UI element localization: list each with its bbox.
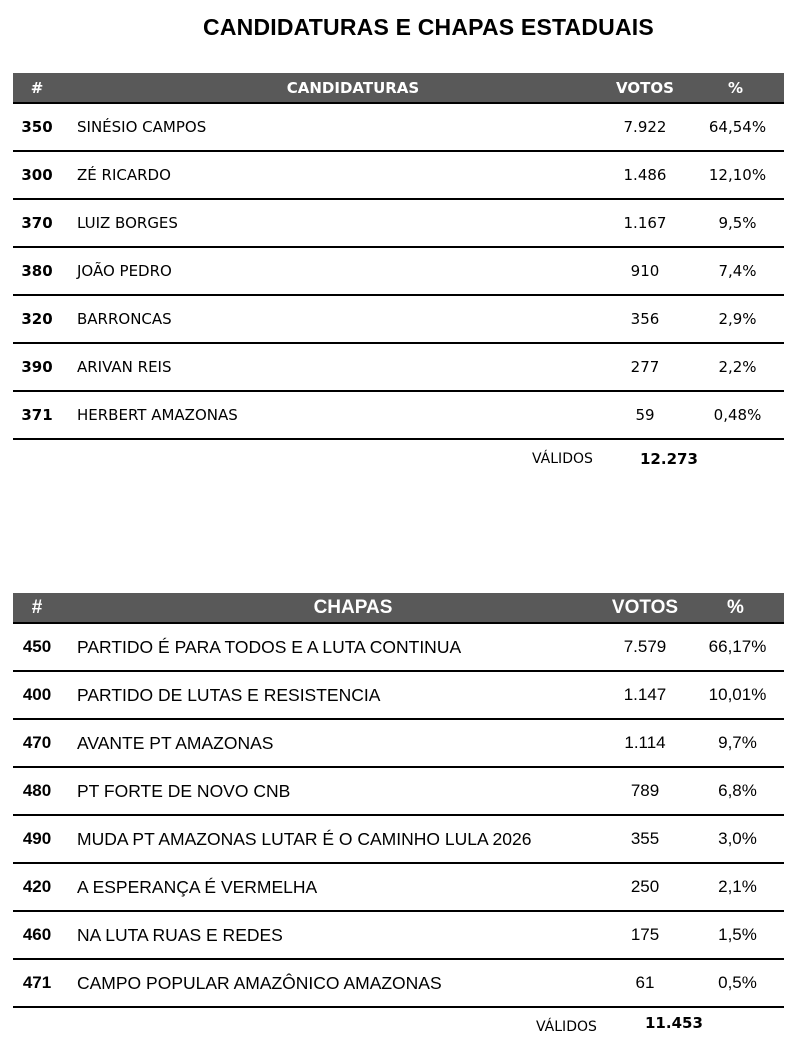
row-percent: 0,48%: [699, 391, 784, 439]
row-name: ZÉ RICARDO: [67, 151, 609, 199]
row-name: CAMPO POPULAR AMAZÔNICO AMAZONAS: [67, 959, 609, 1007]
row-votes: 7.579: [609, 623, 699, 671]
row-percent: 10,01%: [699, 671, 784, 719]
table-row: [13, 103, 784, 151]
row-number: 471: [13, 959, 67, 1007]
row-votes: 250: [609, 863, 699, 911]
row-percent: 9,5%: [699, 199, 784, 247]
row-name: PT FORTE DE NOVO CNB: [67, 767, 609, 815]
table-row: [13, 719, 784, 767]
table-row: [13, 671, 784, 719]
table-header-row: [13, 593, 784, 623]
chapas-valid-total: 11.453: [645, 1014, 703, 1032]
row-percent: 66,17%: [699, 623, 784, 671]
candidaturas-valid-total: 12.273: [640, 450, 698, 468]
row-name: AVANTE PT AMAZONAS: [67, 719, 609, 767]
row-percent: 6,8%: [699, 767, 784, 815]
row-votes: 1.114: [609, 719, 699, 767]
row-percent: 0,5%: [699, 959, 784, 1007]
row-percent: 2,2%: [699, 343, 784, 391]
page-title: CANDIDATURAS E CHAPAS ESTADUAIS: [203, 14, 654, 40]
row-number: 470: [13, 719, 67, 767]
column-header-name: CANDIDATURAS: [67, 73, 609, 103]
row-number: 390: [13, 343, 67, 391]
row-votes: 1.167: [609, 199, 699, 247]
table-row: [13, 343, 784, 391]
table-row: [13, 767, 784, 815]
row-number: 490: [13, 815, 67, 863]
column-header-votes: VOTOS: [609, 593, 699, 623]
table-row: [13, 391, 784, 439]
row-number: 371: [13, 391, 67, 439]
row-number: 300: [13, 151, 67, 199]
row-number: 350: [13, 103, 67, 151]
row-votes: 277: [609, 343, 699, 391]
table-row: [13, 623, 784, 671]
row-votes: 175: [609, 911, 699, 959]
row-votes: 1.486: [609, 151, 699, 199]
table-row: [13, 295, 784, 343]
row-number: 420: [13, 863, 67, 911]
row-votes: 789: [609, 767, 699, 815]
row-number: 460: [13, 911, 67, 959]
row-number: 450: [13, 623, 67, 671]
row-votes: 7.922: [609, 103, 699, 151]
chapas-valid-label: VÁLIDOS: [536, 1019, 597, 1035]
row-name: BARRONCAS: [67, 295, 609, 343]
row-name: PARTIDO É PARA TODOS E A LUTA CONTINUA: [67, 623, 609, 671]
chapas-table: [13, 593, 784, 1008]
candidaturas-table: [13, 73, 784, 440]
row-percent: 3,0%: [699, 815, 784, 863]
table-row: [13, 151, 784, 199]
table-row: [13, 863, 784, 911]
row-number: 400: [13, 671, 67, 719]
row-votes: 59: [609, 391, 699, 439]
row-name: HERBERT AMAZONAS: [67, 391, 609, 439]
row-name: A ESPERANÇA É VERMELHA: [67, 863, 609, 911]
row-votes: 355: [609, 815, 699, 863]
row-percent: 2,9%: [699, 295, 784, 343]
row-percent: 9,7%: [699, 719, 784, 767]
candidaturas-valid-label: VÁLIDOS: [532, 451, 593, 467]
row-percent: 12,10%: [699, 151, 784, 199]
table-header-row: [13, 73, 784, 103]
column-header-name: CHAPAS: [67, 593, 609, 623]
column-header-number: #: [13, 593, 67, 623]
row-percent: 2,1%: [699, 863, 784, 911]
row-number: 370: [13, 199, 67, 247]
row-name: NA LUTA RUAS E REDES: [67, 911, 609, 959]
row-name: SINÉSIO CAMPOS: [67, 103, 609, 151]
row-percent: 64,54%: [699, 103, 784, 151]
row-name: LUIZ BORGES: [67, 199, 609, 247]
row-name: PARTIDO DE LUTAS E RESISTENCIA: [67, 671, 609, 719]
row-percent: 7,4%: [699, 247, 784, 295]
column-header-percent: %: [699, 593, 784, 623]
row-votes: 1.147: [609, 671, 699, 719]
column-header-percent: %: [699, 73, 784, 103]
row-votes: 61: [609, 959, 699, 1007]
row-votes: 356: [609, 295, 699, 343]
column-header-number: #: [13, 73, 67, 103]
table-row: [13, 199, 784, 247]
row-name: MUDA PT AMAZONAS LUTAR É O CAMINHO LULA 2026: [67, 815, 609, 863]
row-name: JOÃO PEDRO: [67, 247, 609, 295]
column-header-votes: VOTOS: [609, 73, 699, 103]
row-votes: 910: [609, 247, 699, 295]
row-percent: 1,5%: [699, 911, 784, 959]
row-number: 320: [13, 295, 67, 343]
table-row: [13, 911, 784, 959]
table-row: [13, 959, 784, 1007]
row-name: ARIVAN REIS: [67, 343, 609, 391]
table-row: [13, 247, 784, 295]
table-row: [13, 815, 784, 863]
row-number: 480: [13, 767, 67, 815]
row-number: 380: [13, 247, 67, 295]
